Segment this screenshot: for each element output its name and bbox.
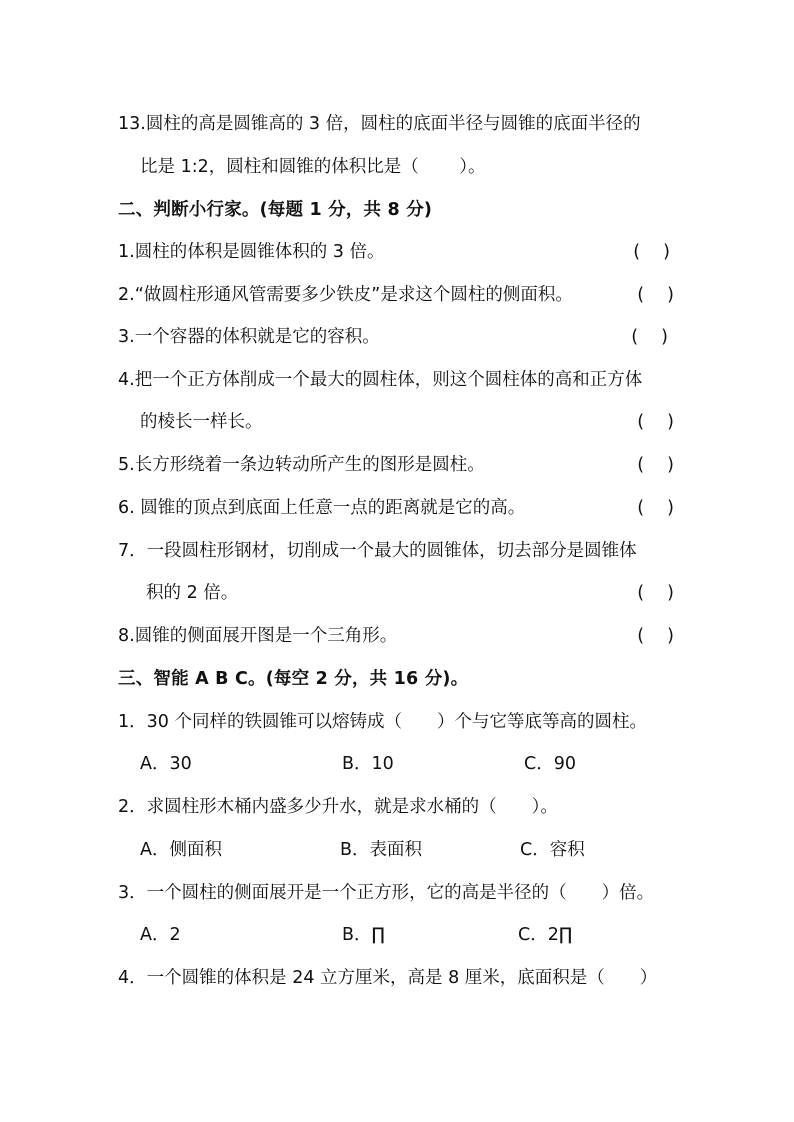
judge-item-8 — [118, 624, 678, 648]
judge-item-5 — [118, 453, 678, 477]
judge-item-2 — [118, 283, 678, 307]
judge-item-text: 8.圆锥的侧面展开图是一个三角形。 — [118, 626, 398, 646]
judge-item-text: 7．一段圆柱形钢材，切削成一个最大的圆锥体，切去部分是圆锥体 — [118, 541, 637, 561]
choice-question-2: 2．求圆柱形木桶内盛多少升水，就是求水桶的（ ）。 — [118, 797, 558, 817]
judge-item-text: 2.“做圆柱形通风管需要多少铁皮”是求这个圆柱的侧面积。 — [118, 285, 573, 305]
choice-question-3: 3．一个圆柱的侧面展开是一个正方形，它的高是半径的（ ）倍。 — [118, 883, 655, 903]
answer-paren[interactable]: ( ) — [631, 327, 668, 347]
option-a[interactable]: A．侧面积 — [140, 840, 222, 860]
judge-item-3 — [118, 325, 678, 349]
judge-item-7 — [118, 539, 678, 563]
answer-paren[interactable]: ( ) — [633, 242, 670, 262]
option-c[interactable]: C．2∏ — [518, 925, 573, 945]
judge-item-1 — [118, 240, 678, 264]
answer-paren[interactable]: ( ) — [637, 455, 674, 475]
answer-paren[interactable]: ( ) — [637, 498, 674, 518]
choice-question-4: 4．一个圆锥的体积是 24 立方厘米，高是 8 厘米，底面积是（ ） — [118, 968, 658, 988]
judge-item-text: 3.一个容器的体积就是它的容积。 — [118, 327, 380, 347]
judge-item-text: 4.把一个正方体削成一个最大的圆柱体，则这个圆柱体的高和正方体 — [118, 370, 643, 390]
q13-line-1: 13.圆柱的高是圆锥高的 3 倍，圆柱的底面半径与圆锥的底面半径的 — [118, 114, 641, 134]
judge-item-text: 5.长方形绕着一条边转动所产生的图形是圆柱。 — [118, 455, 485, 475]
judge-item-text: 6. 圆锥的顶点到底面上任意一点的距离就是它的高。 — [118, 498, 526, 518]
option-b[interactable]: B．表面积 — [340, 840, 423, 860]
judge-item-7-cont — [146, 581, 678, 605]
option-a[interactable]: A．2 — [140, 925, 181, 945]
answer-paren[interactable]: ( ) — [637, 285, 674, 305]
judge-item-4 — [118, 368, 678, 392]
section3-heading: 三、智能 A B C。(每空 2 分，共 16 分)。 — [118, 669, 469, 689]
option-b[interactable]: B．10 — [342, 754, 394, 774]
q13-line-2: 比是 1:2，圆柱和圆锥的体积比是（ ）。 — [140, 157, 486, 177]
section2-heading: 二、判断小行家。(每题 1 分，共 8 分) — [118, 200, 433, 220]
answer-paren[interactable]: ( ) — [637, 583, 674, 603]
option-b[interactable]: B．∏ — [342, 925, 385, 945]
option-a[interactable]: A．30 — [140, 754, 192, 774]
option-c[interactable]: C．90 — [524, 754, 576, 774]
judge-item-4-cont — [140, 410, 678, 434]
answer-paren[interactable]: ( ) — [637, 626, 674, 646]
judge-item-text: 1.圆柱的体积是圆锥体积的 3 倍。 — [118, 242, 385, 262]
judge-item-6 — [118, 496, 678, 520]
option-c[interactable]: C．容积 — [520, 840, 585, 860]
answer-paren[interactable]: ( ) — [637, 412, 674, 432]
judge-item-text-cont: 积的 2 倍。 — [146, 583, 239, 603]
judge-item-text-cont: 的棱长一样长。 — [140, 412, 263, 432]
choice-question-1: 1．30 个同样的铁圆锥可以熔铸成（ ）个与它等底等高的圆柱。 — [118, 712, 647, 732]
